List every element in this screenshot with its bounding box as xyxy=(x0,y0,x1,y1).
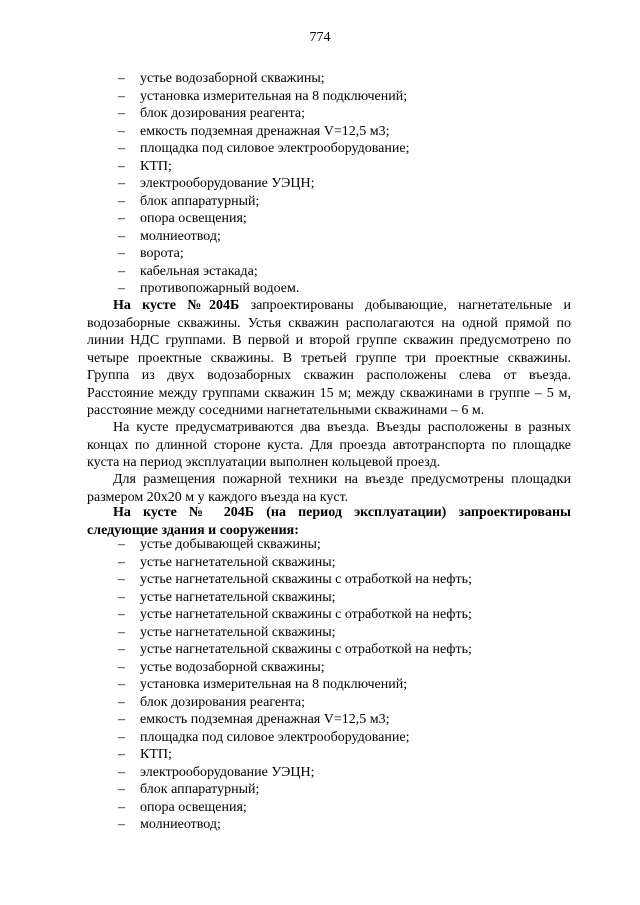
list-item xyxy=(118,70,588,88)
paragraph-entries xyxy=(87,419,571,472)
well-pad-heading: На кусте №204Б xyxy=(113,298,240,313)
list-item-text: емкость подземная дренажная V=12,5 м3; xyxy=(140,123,390,139)
list-item xyxy=(118,659,588,677)
list-dash: – xyxy=(118,782,125,797)
paragraph-line: расстояние между соседними нагнетательными скважинами – 6 м. xyxy=(87,403,485,418)
list-item xyxy=(118,228,588,246)
list-item xyxy=(118,245,588,263)
list-item xyxy=(118,554,588,572)
list-item xyxy=(118,746,588,764)
list-item-text: опора освещения; xyxy=(140,211,247,226)
list-item xyxy=(118,123,588,141)
list-item xyxy=(118,536,588,554)
list-item xyxy=(118,799,588,817)
list-item xyxy=(118,193,588,211)
list-item xyxy=(118,676,588,694)
paragraph-line: четыре проектные скважины. В третьей группе три проектные скважины. xyxy=(87,350,571,366)
list-dash: – xyxy=(118,106,125,121)
paragraph-text: запроектированы добывающие, нагнетательные и xyxy=(250,298,572,313)
list-dash: – xyxy=(118,176,125,191)
facilities-list-1 xyxy=(118,70,588,298)
list-item-text: опора освещения; xyxy=(140,799,247,815)
list-item-text: устье водозаборной скважины; xyxy=(140,659,325,675)
list-dash: – xyxy=(118,817,125,832)
list-item-text: молниеотвод; xyxy=(140,817,221,832)
list-dash: – xyxy=(118,747,125,762)
list-dash: – xyxy=(118,589,125,605)
list-item xyxy=(118,694,588,712)
list-dash: – xyxy=(118,537,125,552)
facilities-list-2 xyxy=(118,536,588,834)
list-dash: – xyxy=(118,88,125,104)
paragraph-line: следующие здания и сооружения: xyxy=(87,522,299,538)
list-dash: – xyxy=(118,158,125,174)
list-dash: – xyxy=(118,712,125,727)
list-item-text: устье нагнетательной скважины с отработкой на нефть; xyxy=(140,642,472,657)
list-item-text: устье нагнетательной скважины; xyxy=(140,624,336,640)
list-item-text: устье нагнетательной скважины с отработкой на нефть; xyxy=(140,572,472,587)
list-item xyxy=(118,729,588,747)
list-item-text: электрооборудование УЭЦН; xyxy=(140,176,315,191)
paragraph-operation-heading xyxy=(87,504,571,539)
list-dash: – xyxy=(118,193,125,209)
paragraph-fire-equipment xyxy=(87,471,571,506)
list-item-text: блок аппаратурный; xyxy=(140,782,260,797)
list-item-text: противопожарный водоем. xyxy=(140,281,300,296)
list-item-text: установка измерительная на 8 подключений; xyxy=(140,677,408,692)
list-dash: – xyxy=(118,71,125,86)
list-item-text: молниеотвод; xyxy=(140,228,221,244)
paragraph-line: Расстояние между группами скважин 15 м; между скважинами в группе – 5 м, xyxy=(87,385,571,401)
list-item-text: установка измерительная на 8 подключений; xyxy=(140,88,408,104)
paragraph-well-pad xyxy=(87,297,571,420)
list-dash: – xyxy=(118,659,125,675)
list-item-text: блок аппаратурный; xyxy=(140,193,260,209)
paragraph-line: Группа из двух водозаборных скважин расположены слева от въезда. xyxy=(87,368,571,383)
list-dash: – xyxy=(118,228,125,244)
list-dash: – xyxy=(118,624,125,640)
paragraph-line: водозаборные скважины. Устья скважин располагаются на одной прямой по xyxy=(87,315,571,331)
list-item-text: площадка под силовое электрооборудование; xyxy=(140,729,410,745)
list-item xyxy=(118,589,588,607)
list-item xyxy=(118,175,588,193)
paragraph-line: концах по длинной стороне куста. Для проезда автотранспорта по площадке xyxy=(87,437,571,453)
list-dash: – xyxy=(118,764,125,780)
list-item xyxy=(118,105,588,123)
list-dash: – xyxy=(118,141,125,156)
list-item-text: ворота; xyxy=(140,246,184,261)
list-item-text: КТП; xyxy=(140,747,172,762)
list-item-text: блок дозирования реагента; xyxy=(140,106,306,121)
list-item xyxy=(118,158,588,176)
list-dash: – xyxy=(118,246,125,261)
paragraph-line: На кусте предусматриваются два въезда. Въезды расположены в разных xyxy=(113,420,571,435)
paragraph-line: размером 20х20 м у каждого въезда на куст. xyxy=(87,489,349,505)
list-item-text: устье нагнетательной скважины; xyxy=(140,589,336,605)
list-dash: – xyxy=(118,554,125,570)
list-item xyxy=(118,816,588,834)
list-dash: – xyxy=(118,642,125,657)
list-dash: – xyxy=(118,281,125,296)
list-item-text: электрооборудование УЭЦН; xyxy=(140,764,315,780)
list-item xyxy=(118,280,588,298)
list-item-text: устье нагнетательной скважины; xyxy=(140,554,336,570)
list-item-text: устье добывающей скважины; xyxy=(140,537,321,552)
list-dash: – xyxy=(118,572,125,587)
paragraph-line: На кусте № 204Б (на период эксплуатации) запроектированы xyxy=(113,505,571,520)
list-dash: – xyxy=(118,729,125,745)
list-item-text: устье нагнетательной скважины с отработкой на нефть; xyxy=(140,607,472,622)
list-item-text: площадка под силовое электрооборудование; xyxy=(140,141,410,156)
list-item xyxy=(118,88,588,106)
list-dash: – xyxy=(118,607,125,622)
list-item-text: устье водозаборной скважины; xyxy=(140,71,325,86)
list-item xyxy=(118,764,588,782)
paragraph-line: куста на период эксплуатации выполнен кольцевой проезд. xyxy=(87,455,441,470)
paragraph-line xyxy=(87,297,571,315)
paragraph-line: Для размещения пожарной техники на въезде предусмотрены площадки xyxy=(113,472,571,487)
list-item-text: КТП; xyxy=(140,158,172,174)
paragraph-line: линии НДС группами. В первой и второй группе скважин предусмотрено по xyxy=(87,333,571,348)
list-dash: – xyxy=(118,677,125,692)
list-item xyxy=(118,641,588,659)
list-item xyxy=(118,606,588,624)
list-item-text: емкость подземная дренажная V=12,5 м3; xyxy=(140,712,390,727)
list-item xyxy=(118,263,588,281)
list-item xyxy=(118,210,588,228)
list-item xyxy=(118,571,588,589)
list-dash: – xyxy=(118,211,125,226)
list-item xyxy=(118,781,588,799)
list-dash: – xyxy=(118,263,125,279)
list-item xyxy=(118,140,588,158)
list-item-text: кабельная эстакада; xyxy=(140,263,258,279)
list-dash: – xyxy=(118,694,125,710)
list-item xyxy=(118,624,588,642)
list-dash: – xyxy=(118,799,125,815)
page-number: 774 xyxy=(309,30,331,45)
list-item-text: блок дозирования реагента; xyxy=(140,694,306,710)
list-item xyxy=(118,711,588,729)
list-dash: – xyxy=(118,123,125,139)
